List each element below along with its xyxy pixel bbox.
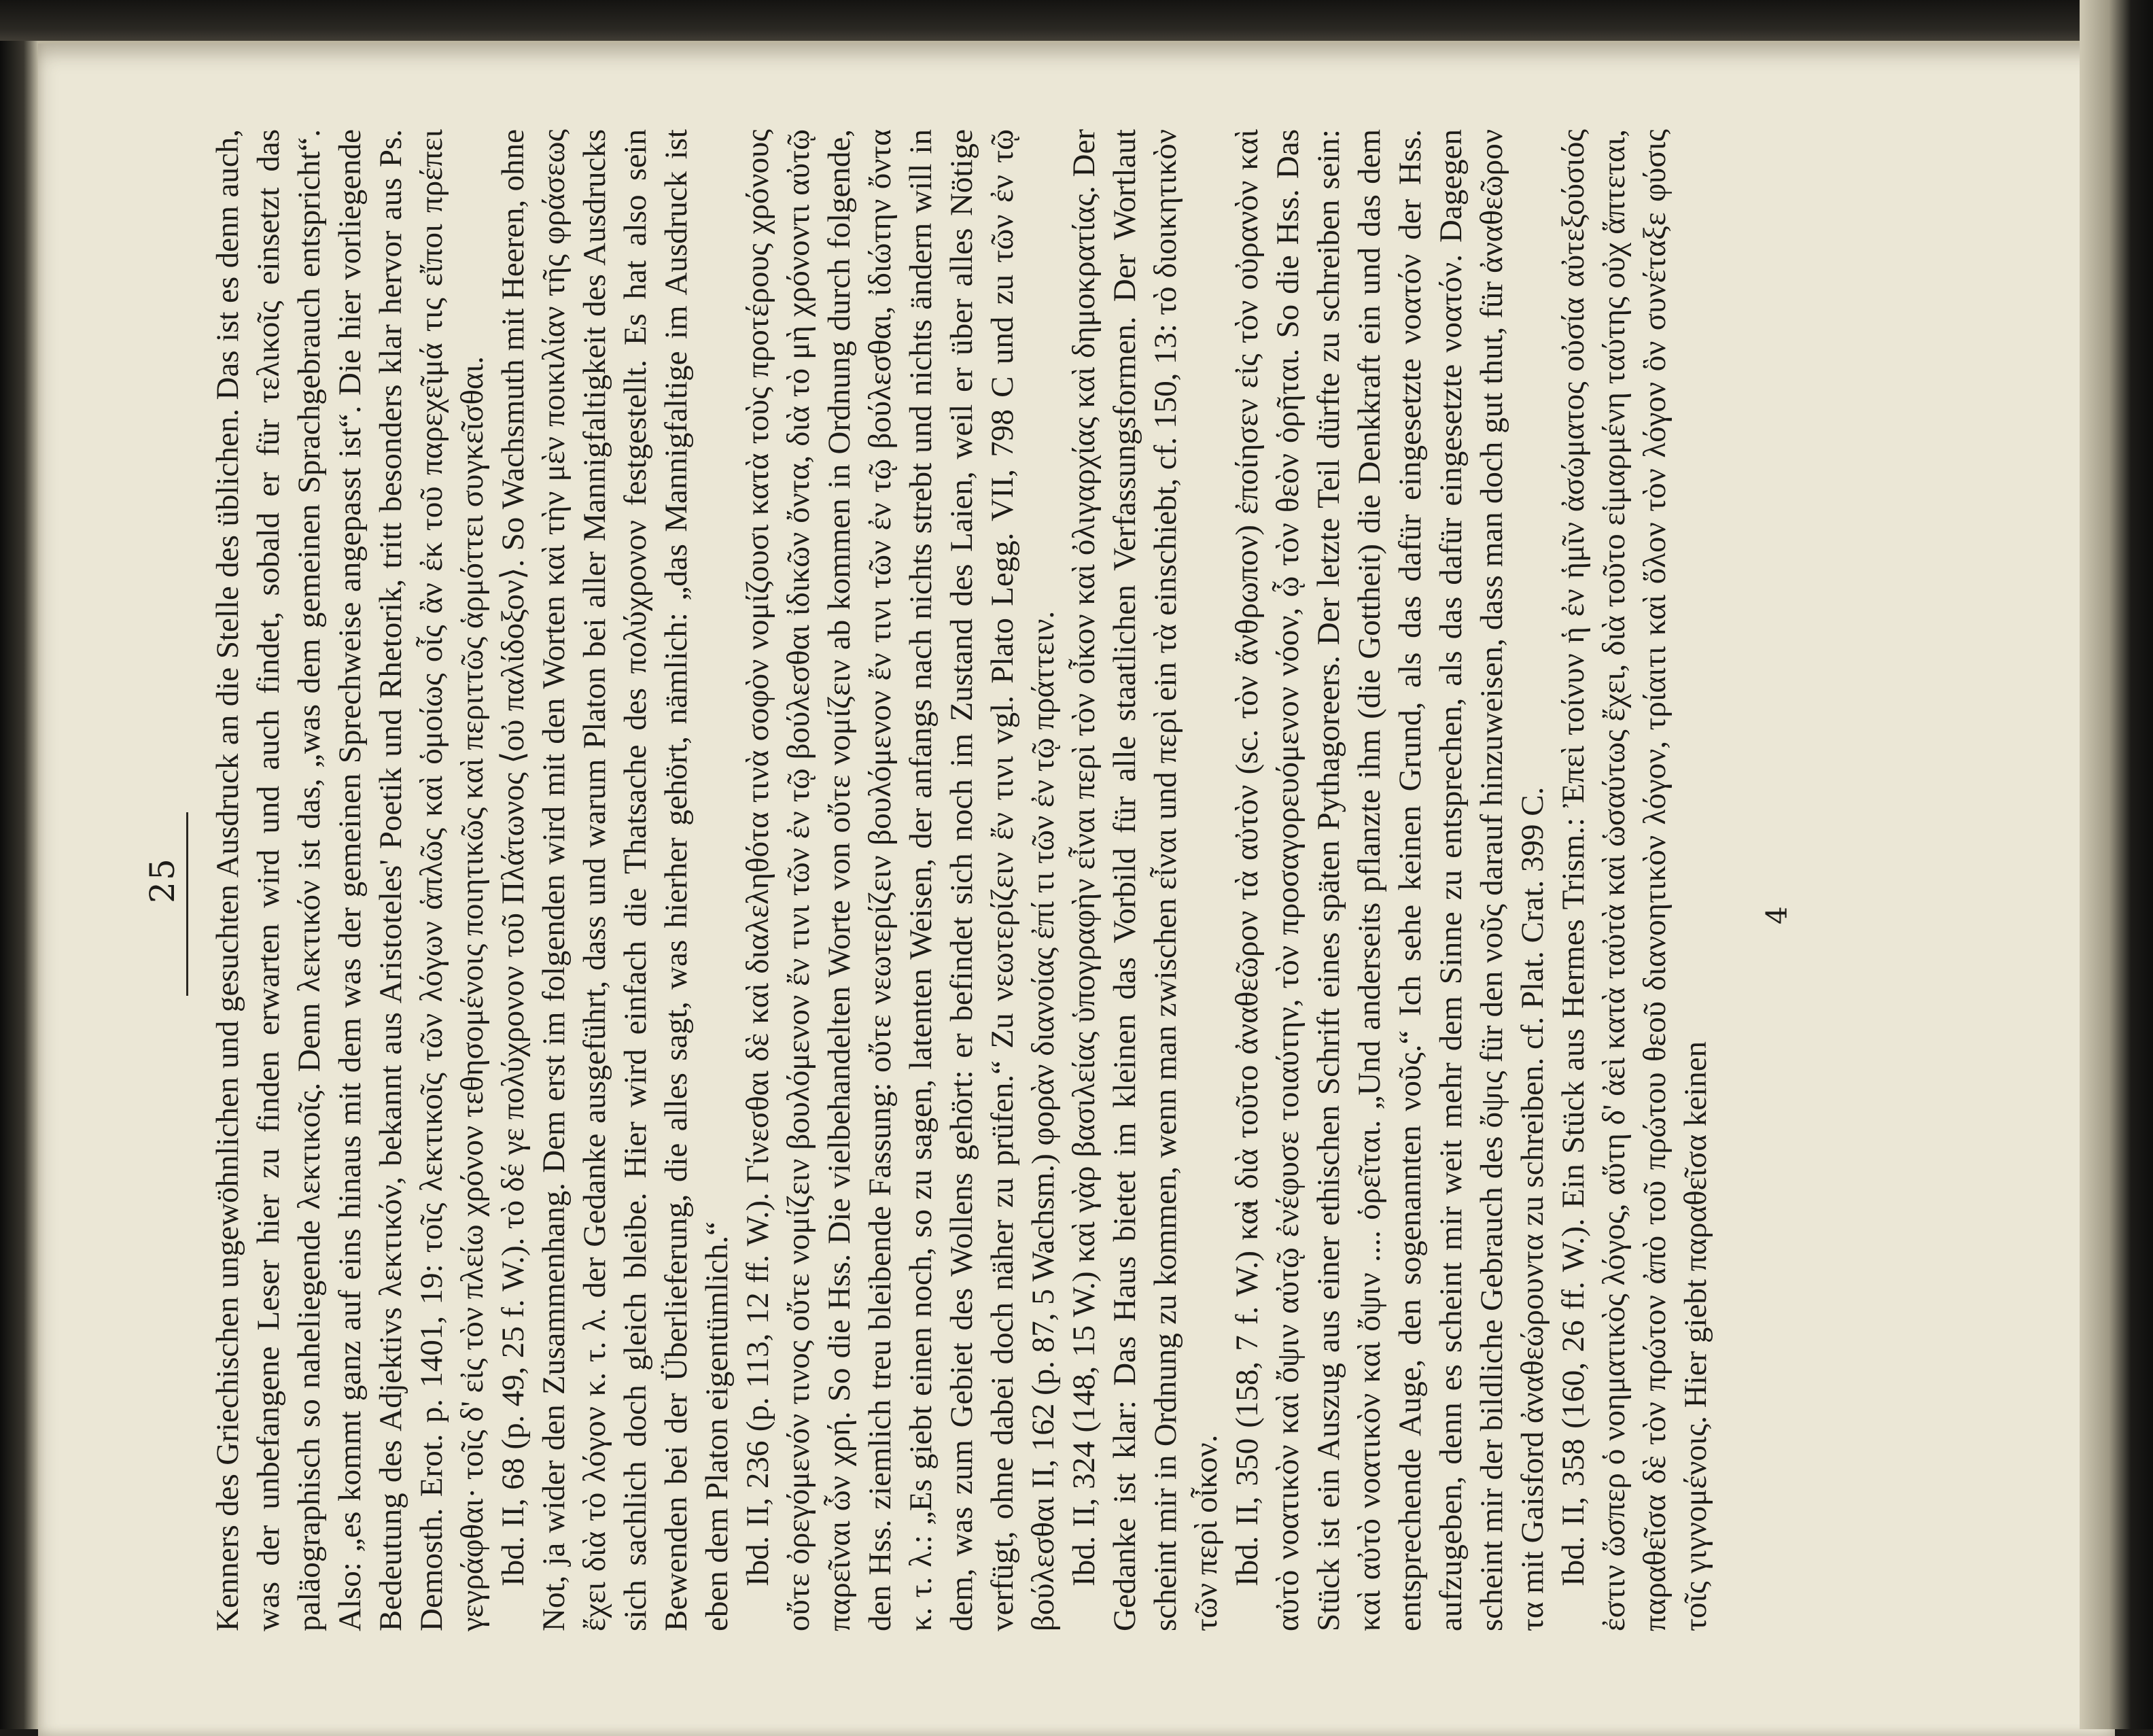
paragraph: Ibd. II, 324 (148, 15 W.) καὶ γὰρ βασιλείας ὑπογραφὴν εἶναι περὶ τὸν οἶκον καὶ ὀλιγαρχίας καὶ δημοκρατίας. Der Gedanke ist klar: Das Haus bietet im kleinen das Vorbild für alle staatlichen Verfassungsformen. Der Wortlaut scheint mir in Ordnung zu kommen, wenn man zwischen εἶναι und περὶ ein τὰ einschiebt, cf. 150, 13: τὸ διοικητικὸν τῶν περὶ οἶκον. xyxy=(1066,129,1224,1631)
paragraph: Ibd. II, 236 (p. 113, 12 ff. W.). Γίνεσθαι δὲ καὶ διαλεληθότα τινὰ σοφὸν νομίζουσι κατὰ τοὺς προτέρους χρόνους οὔτε ὀρεγόμενόν τινος οὔτε νομίζειν βουλόμενον ἔν τινι τῶν ἐν τῷ βούλεσθαι ἰδικῶν ὄντα, διὰ τὸ μὴ χρόνοντι αὐτῷ παρεῖναι ὧν χρή. So die Hss. Die vielbehandelten Worte von οὔτε νομίζειν ab kommen in Ordnung durch folgende, den Hss. ziemlich treu bleibende Fassung: οὔτε νεωτερίζειν βουλόμενον ἔν τινι τῶν ἐν τῷ βούλεσθαι, ἰδιώτην ὄντα κ. τ. λ.: „Es giebt einen noch, so zu sagen, latenten Weisen, der anfangs nach nichts strebt und nichts ändern will in dem, was zum Gebiet des Wollens gehört: er befindet sich noch im Zustand des Laien, weil er über alles Nötige verfügt, ohne dabei doch näher zu prüfen.“ Zu νεωτερίζειν ἔν τινι vgl. Plato Legg. VII, 798 C und zu τῶν ἐν τῷ βούλεσθαι II, 162 (p. 87, 5 Wachsm.) φορὰν διανοίας ἐπί τι τῶν ἐν τῷ πράττειν. xyxy=(740,129,1061,1631)
left-page-edge xyxy=(0,41,39,1729)
page-number-rule xyxy=(186,812,188,996)
paragraph: Ibd. II, 350 (158, 7 f. W.) καὶ διὰ τοῦτο ἀναθεῶρον τὰ αὐτὸν (sc. τὸν ἄνθρωπον) ἐποίησεν εἰς τὸν οὐρανὸν καὶ αὐτὸ νοατικὸν καὶ ὄψιν αὐτῷ ἐνέφυσε τοιαύτην, τὸν προσαγορευόμενον νόον, ᾧ τὸν θεὸν ὁρῆται. So die Hss. Das Stück ist ein Auszug aus einer ethischen Schrift eines späten Pythagoreers. Der letzte Teil dürfte zu schreiben sein: καὶ αὐτὸ νοατικὸν καὶ ὄψιν .... ὁρεῖται. „Und anderseits pflanzte ihm (die Gottheit) die Denkkraft ein und das dem entsprechende Auge, den sogenannten νοῦς.“ Ich sehe keinen Grund, als das dafür eingesetzte νοατόν der Hss. aufzugeben, denn es scheint mir weit mehr dem Sinne zu entsprechen, als das dafür eingesetzte νοατόν. Dagegen scheint mir der bildliche Gebrauch des ὄψις für den νοῦς darauf hinzuweisen, dass man doch gut thut, für ἀναθεῶρον τα mit Gaisford ἀναθεώρουντα zu schreiben. cf. Plat. Crat. 399 C. xyxy=(1229,129,1550,1631)
rotated-text-block xyxy=(143,129,1821,1631)
page-number: 25 xyxy=(143,857,182,903)
right-page-edge xyxy=(2080,0,2153,1729)
paragraph: Ibd. II, 68 (p. 49, 25 f. W.). τὸ δέ γε πολύχρονον τοῦ Πλάτωνος ⟨οὐ παλίδοξον⟩. So Wachsmuth mit Heeren, ohne Not, ja wider den Zusammenhang. Dem erst im folgenden wird mit den Worten καὶ τὴν μὲν ποικιλίαν τῆς φράσεως ἔχει διὰ τὸ λόγον κ. τ. λ. der Gedanke ausgeführt, dass und warum Platon bei aller Mannigfaltigkeit des Ausdrucks sich sachlich doch gleich bleibe. Hier wird einfach die Thatsache des πολύχρονον festgestellt. Es hat also sein Bewenden bei der Überlieferung, die alles sagt, was hierher gehört, nämlich: „das Mannigfaltige im Ausdruck ist eben dem Platon eigentümlich.“ xyxy=(495,129,735,1631)
body-text xyxy=(207,129,1716,1631)
signature-mark: 4 xyxy=(1760,906,1793,924)
paragraph: Ibd. II, 358 (160, 26 ff. W.). Ein Stück aus Hermes Trism.: Ἐπεὶ τοίνυν ἡ ἐν ἡμῖν ἀσώματος οὐσία αὐτεξούσιός ἐστιν ὥσπερ ὁ νοηματικὸς λόγος, αὕτη δ' ἀεὶ κατὰ ταὐτὰ καὶ ὡσαύτως ἔχει, διὰ τοῦτο εἱμαρμένη ταύτης οὐχ ἅπτεται, παραθεῖσα δὲ τὸν πρώτον ἀπὸ τοῦ πρώτου θεοῦ διανοητικὸν λόγον, τρίαιτι καὶ ὅλον τὸν λόγον ὃν συνέταξε φύσις τοῖς γιγνομένοις. Hier giebt παραθεῖσα keinen xyxy=(1556,129,1713,1631)
paragraph: Kenners des Griechischen ungewöhnlichen und gesuchten Ausdruck an die Stelle des üblichen. Das ist es denn auch, was der unbefangene Leser hier zu finden erwarten wird und auch findet, sobald er für τελικοῖς einsetzt das paläographisch so naheliegende λεκτικοῖς. Denn λεκτικόν ist das, „was dem gemeinen Sprachgebrauch entspricht“. Also: „es kommt ganz auf eins hinaus mit dem was der gemeinen Sprechweise angepasst ist“. Die hier vorliegende Bedeutung des Adjektivs λεκτικόν, bekannt aus Aristoteles' Poetik und Rhetorik, tritt besonders klar hervor aus Ps. Demosth. Erot. p. 1401, 19: τοῖς λεκτικοῖς τῶν λόγων ἁπλῶς καὶ ὁμοίως οἷς ἂν ἐκ τοῦ παρεχεῖμά τις εἴποι πρέπει γεγράφθαι· τοῖς δ' εἰς τὸν πλείω χρόνον τεθησομένοις ποιητικῶς καὶ περιττῶς ἁρμόττει συγκεῖσθαι. xyxy=(210,129,490,1631)
